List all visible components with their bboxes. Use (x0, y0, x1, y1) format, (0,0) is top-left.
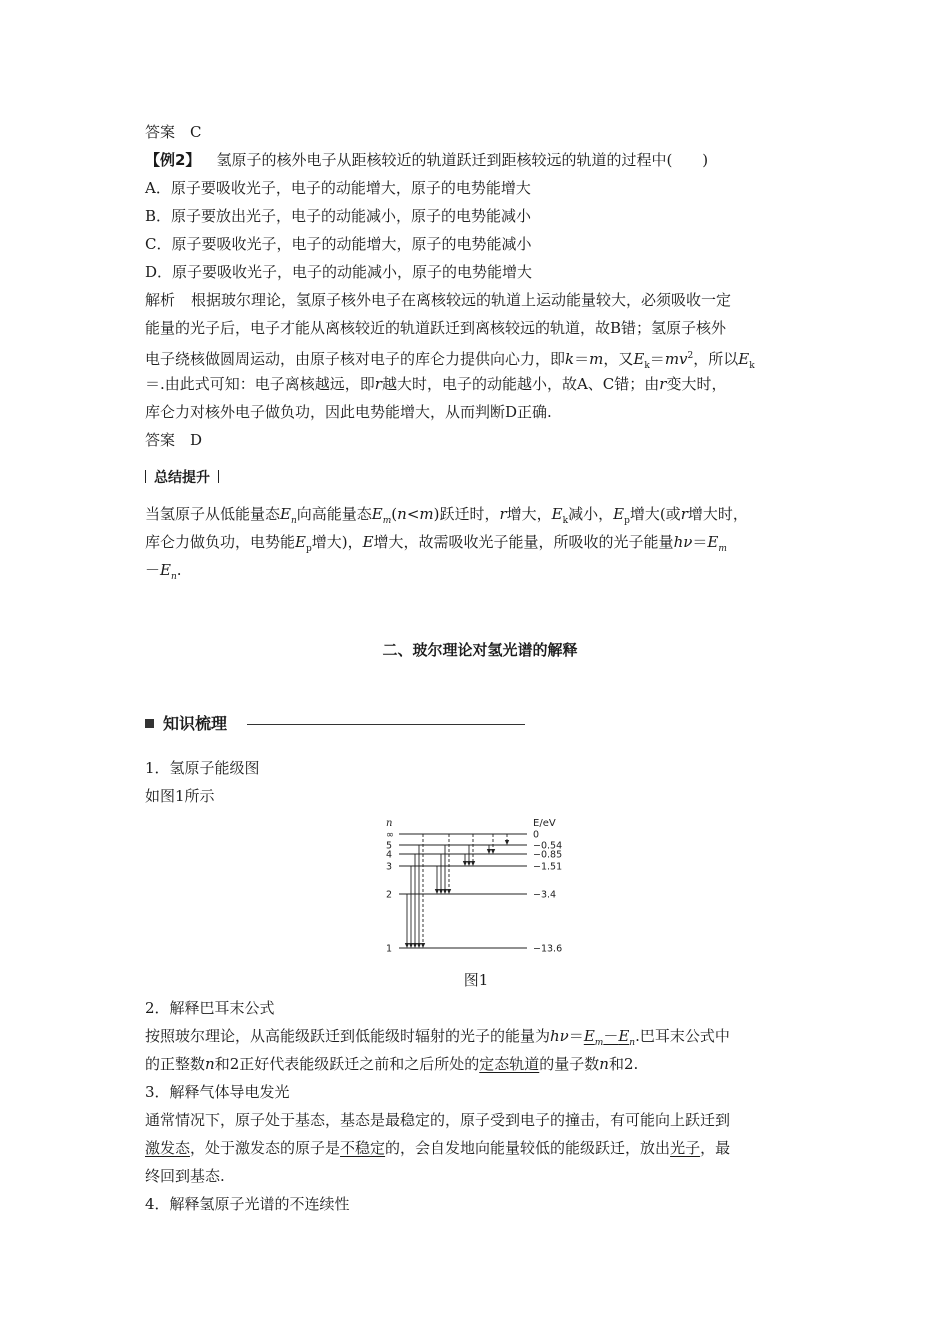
option-b: B．原子要放出光子，电子的动能减小，原子的电势能减小 (145, 207, 532, 225)
level-n-label: 2 (386, 889, 393, 901)
level-energy-label: −3.4 (533, 889, 557, 901)
knowledge-heading: 知识梳理 (145, 710, 815, 738)
level-n-label: 5 (386, 840, 393, 852)
paschen-arrow-head (467, 861, 471, 866)
lyman-arrow-head (417, 943, 421, 948)
level-energy-label: 0 (533, 829, 540, 841)
item-2-line-2: 的正整数n和2正好代表能级跃迁之前和之后所处的定态轨道的量子数n和2. (145, 1055, 639, 1073)
example-tag: 【例2】 (145, 151, 201, 169)
level-energy-label: −0.54 (533, 840, 563, 852)
level-energy-label: −1.51 (533, 861, 563, 873)
item-3-title: 3．解释气体导电发光 (145, 1083, 290, 1101)
lyman-arrow-head (413, 943, 417, 948)
heading-rule (247, 724, 525, 725)
item-3-line-1: 通常情况下，原子处于基态，基态是最稳定的，原子受到电子的撞击，有可能向上跃迁到 (145, 1111, 731, 1129)
balmer-arrow-head (447, 889, 451, 894)
analysis-line-1: 解析 根据玻尔理论，氢原子核外电子在离核较远的轨道上运动能量较大，必须吸收一定 (145, 291, 732, 309)
analysis-line-4: ＝.由此式可知：电子离核越远，即r越大时，电子的动能越小，故A、C错；由r变大时， (145, 375, 727, 393)
item-2-title: 2．解释巴耳末公式 (145, 999, 275, 1017)
lyman-arrow-head (405, 943, 409, 948)
brackett-arrow-head (487, 849, 491, 854)
option-c: C．原子要吸收光子，电子的动能增大，原子的电势能减小 (145, 235, 532, 253)
analysis-line-2: 能量的光子后，电子才能从离核较近的轨道跃迁到离核较远的轨道，故B错；氢原子核外 (145, 319, 727, 337)
example-question: 氢原子的核外电子从距核较近的轨道跃迁到距核较远的轨道的过程中( ) (216, 151, 709, 169)
section-title: 二、玻尔理论对氢光谱的解释 (382, 641, 578, 659)
analysis-line-5: 库仑力对核外电子做负功，因此电势能增大，从而判断D正确. (145, 403, 552, 421)
level-n-label: 1 (386, 943, 393, 955)
summary-line-1: 当氢原子从低能量态$E_n$向高能量态$E_m(n<m)$跃迁时，r增大，$E_k$减小，$E_p$增大(或r增大时， (145, 505, 748, 526)
summary-line-3: $-E_n$. (145, 561, 182, 582)
answer-d: 答案 D (145, 431, 203, 449)
energy-level-diagram (377, 816, 587, 966)
figure-caption: 图1 (463, 971, 489, 989)
energy-level-figure (145, 816, 815, 966)
item-1-text: 如图1所示 (145, 787, 215, 805)
item-4-title: 4．解释氢原子光谱的不连续性 (145, 1195, 350, 1213)
option-a: A．原子要吸收光子，电子的动能增大，原子的电势能增大 (145, 179, 531, 197)
summary-line-2: 库仑力做负功，电势能$E_p$增大)，E增大，故需吸收光子能量，所吸收的光子能量$h\nu=E_m$ (145, 533, 727, 554)
option-d: D．原子要吸收光子，电子的动能减小，原子的电势能增大 (145, 263, 533, 281)
lyman-arrow-head (409, 943, 413, 948)
level-n-label: 3 (386, 861, 393, 873)
item-3-line-2: 激发态，处于激发态的原子是不稳定的，会自发地向能量较低的能级跃迁，放出光子，最 (145, 1139, 731, 1157)
document-page (145, 118, 815, 1218)
analysis-line-3: 电子绕核做圆周运动，由原子核对电子的库仑力提供向心力，即k＝m，又$E_k=mv^2$，所以$E_k$ (145, 350, 755, 371)
brackett-arrow-head (491, 849, 495, 854)
level-n-label: ∞ (386, 829, 394, 841)
pfund-arrow-head (505, 840, 509, 845)
level-energy-label: −13.6 (533, 943, 563, 955)
square-bullet-icon (145, 719, 154, 728)
axis-n-label: n (386, 818, 393, 829)
lyman-arrow-head (421, 943, 425, 948)
item-1-title: 1．氢原子能级图 (145, 759, 260, 777)
balmer-arrow-head (443, 889, 447, 894)
level-n-label: 4 (386, 849, 393, 861)
axis-e-label: E/eV (533, 818, 556, 829)
item-2-line-1: 按照玻尔理论，从高能级跃迁到低能级时辐射的光子的能量为$h\nu=E_m-E_n$.巴耳末公式中 (145, 1027, 730, 1048)
answer-c: 答案 C (145, 123, 202, 141)
summary-heading: 总结提升 (145, 464, 815, 492)
item-3-line-3: 终回到基态. (145, 1167, 225, 1185)
balmer-arrow-head (435, 889, 439, 894)
example-stem (145, 146, 815, 174)
balmer-arrow-head (439, 889, 443, 894)
analysis-label: 解析 (145, 291, 176, 309)
paschen-arrow-head (463, 861, 467, 866)
level-energy-label: −0.85 (533, 849, 563, 861)
summary-bar-right (218, 470, 219, 483)
paschen-arrow-head (471, 861, 475, 866)
summary-bar-left (145, 470, 146, 483)
